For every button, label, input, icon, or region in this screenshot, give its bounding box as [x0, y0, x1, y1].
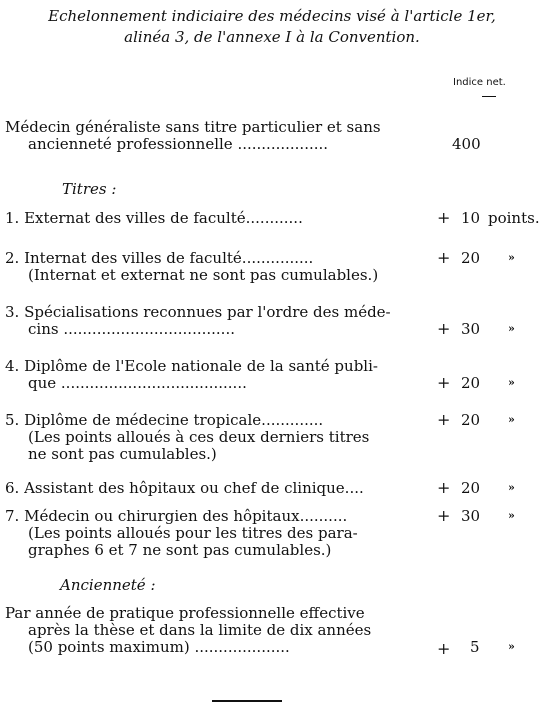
document-title-line-1: Echelonnement indiciaire des médecins visé à l'article 1er, — [48, 7, 496, 25]
base-entry-line-1: Médecin généraliste sans titre particulier et sans — [5, 118, 381, 136]
item-1-plus: + — [437, 208, 451, 227]
item-3-label-cont: cins .................................... — [28, 320, 235, 338]
item-5-note-line-1: (Les points alloués à ces deux derniers titres — [28, 428, 370, 446]
titres-heading: Titres : — [62, 180, 117, 198]
item-5-ditto-mark: » — [508, 413, 515, 426]
item-7-note-line-1: (Les points alloués pour les titres des para- — [28, 524, 358, 542]
item-5-value: 20 — [461, 411, 481, 429]
item-5-label: 5. Diplôme de médecine tropicale............. — [5, 411, 324, 429]
anciennete-ditto-mark: » — [508, 640, 515, 653]
item-3-ditto-mark: » — [508, 322, 515, 335]
anciennete-line-2: après la thèse et dans la limite de dix années — [28, 621, 372, 639]
item-3-value: 30 — [461, 320, 481, 338]
item-6-ditto-mark: » — [508, 481, 515, 494]
item-7-ditto-mark: » — [508, 509, 515, 522]
document-title-line-2: alinéa 3, de l'annexe I à la Convention. — [124, 28, 420, 46]
item-1-unit: points. — [488, 209, 540, 227]
anciennete-line-3: (50 points maximum) .................... — [28, 638, 290, 656]
anciennete-heading: Ancienneté : — [60, 576, 156, 594]
item-6-value: 20 — [461, 479, 481, 497]
item-2-label: 2. Internat des villes de faculté............... — [5, 249, 314, 267]
item-1-value: 10 — [461, 209, 481, 227]
anciennete-value: 5 — [470, 638, 480, 656]
column-header-indice-net: Indice net. — [453, 77, 506, 88]
item-4-ditto-mark: » — [508, 376, 515, 389]
item-4-label-cont: que ....................................... — [28, 374, 247, 392]
base-entry-line-2: ancienneté professionnelle ................... — [28, 135, 329, 153]
item-4-label: 4. Diplôme de l'Ecole nationale de la santé publi- — [5, 357, 378, 375]
item-2-plus: + — [437, 248, 451, 267]
item-7-plus: + — [437, 506, 451, 525]
item-6-label: 6. Assistant des hôpitaux ou chef de clinique.... — [5, 479, 364, 497]
item-7-value: 30 — [461, 507, 481, 525]
item-1-label: 1. Externat des villes de faculté............ — [5, 209, 303, 227]
item-7-label: 7. Médecin ou chirurgien des hôpitaux.......... — [5, 507, 348, 525]
item-3-label: 3. Spécialisations reconnues par l'ordre des méde- — [5, 303, 391, 321]
item-4-plus: + — [437, 373, 451, 392]
anciennete-line-1: Par année de pratique professionnelle effective — [5, 604, 365, 622]
item-5-note-line-2: ne sont pas cumulables.) — [28, 445, 217, 463]
item-5-plus: + — [437, 410, 451, 429]
item-2-value: 20 — [461, 249, 481, 267]
bottom-separator-rule — [212, 700, 282, 702]
column-header-rule — [482, 96, 496, 97]
item-7-note-line-2: graphes 6 et 7 ne sont pas cumulables.) — [28, 541, 332, 559]
anciennete-plus: + — [437, 639, 451, 658]
item-4-value: 20 — [461, 374, 481, 392]
item-2-note: (Internat et externat ne sont pas cumulables.) — [28, 266, 379, 284]
base-entry-value: 400 — [452, 135, 481, 153]
item-2-ditto-mark: » — [508, 251, 515, 264]
item-3-plus: + — [437, 319, 451, 338]
item-6-plus: + — [437, 478, 451, 497]
